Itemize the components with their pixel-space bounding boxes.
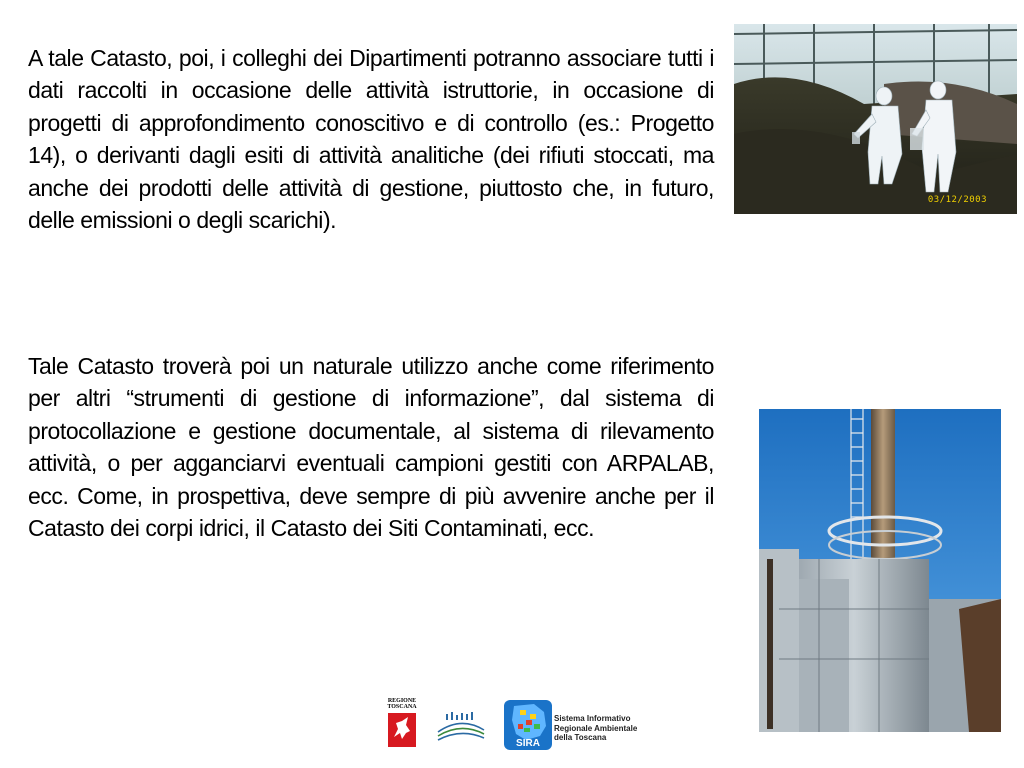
- paragraph-1: A tale Catasto, poi, i colleghi dei Dipartimenti potranno associare tutti i dati raccolti in occasione delle attività istruttorie, in occasione di progetti di approfondimento conoscitivo e di controllo (es.: Progetto 14), o derivanti dagli esiti di attività analitiche (dei rifiuti stoccati, ma anche dei prodotti delle attività di gestione, piuttosto che, in futuro, delle emissioni o degli scarichi).: [28, 45, 714, 234]
- photo-date-stamp: 03/12/2003: [927, 195, 987, 205]
- paragraph-2: Tale Catasto troverà poi un naturale utilizzo anche come riferimento per altri “strumenti di gestione di informazione”, dal sistema di protocollazione e gestione documentale, al sistema di rilevamento attività, o per agganciarvi eventuali campioni gestiti con ARPALAB, ecc. Come, in prospettiva, deve sempre di più avvenire anche per il Catasto dei corpi idrici, il Catasto dei Siti Contaminati, ecc.: [28, 353, 714, 542]
- sira-mark-text: SIRA: [516, 738, 540, 749]
- arpat-wave-icon: [434, 706, 488, 746]
- photo-sampling-workers: [734, 24, 1017, 214]
- logo-sira: [504, 700, 644, 750]
- photo-sampling-workers-image: [734, 24, 1017, 214]
- sira-line-3: della Toscana: [554, 733, 607, 742]
- sira-name: [554, 714, 637, 743]
- photo-industrial-plant-image: [759, 409, 1001, 732]
- regione-label-1: REGIONE: [387, 698, 417, 704]
- logo-arpat: [434, 706, 488, 746]
- logo-regione-toscana: [382, 698, 422, 752]
- regione-label-2: TOSCANA: [387, 704, 417, 710]
- sira-line-2: Regionale Ambientale: [554, 723, 638, 733]
- pegasus-icon: [388, 713, 416, 747]
- sira-map-icon: [504, 700, 552, 750]
- photo-industrial-plant: [759, 409, 1001, 732]
- sira-line-1: Sistema Informativo: [554, 714, 631, 723]
